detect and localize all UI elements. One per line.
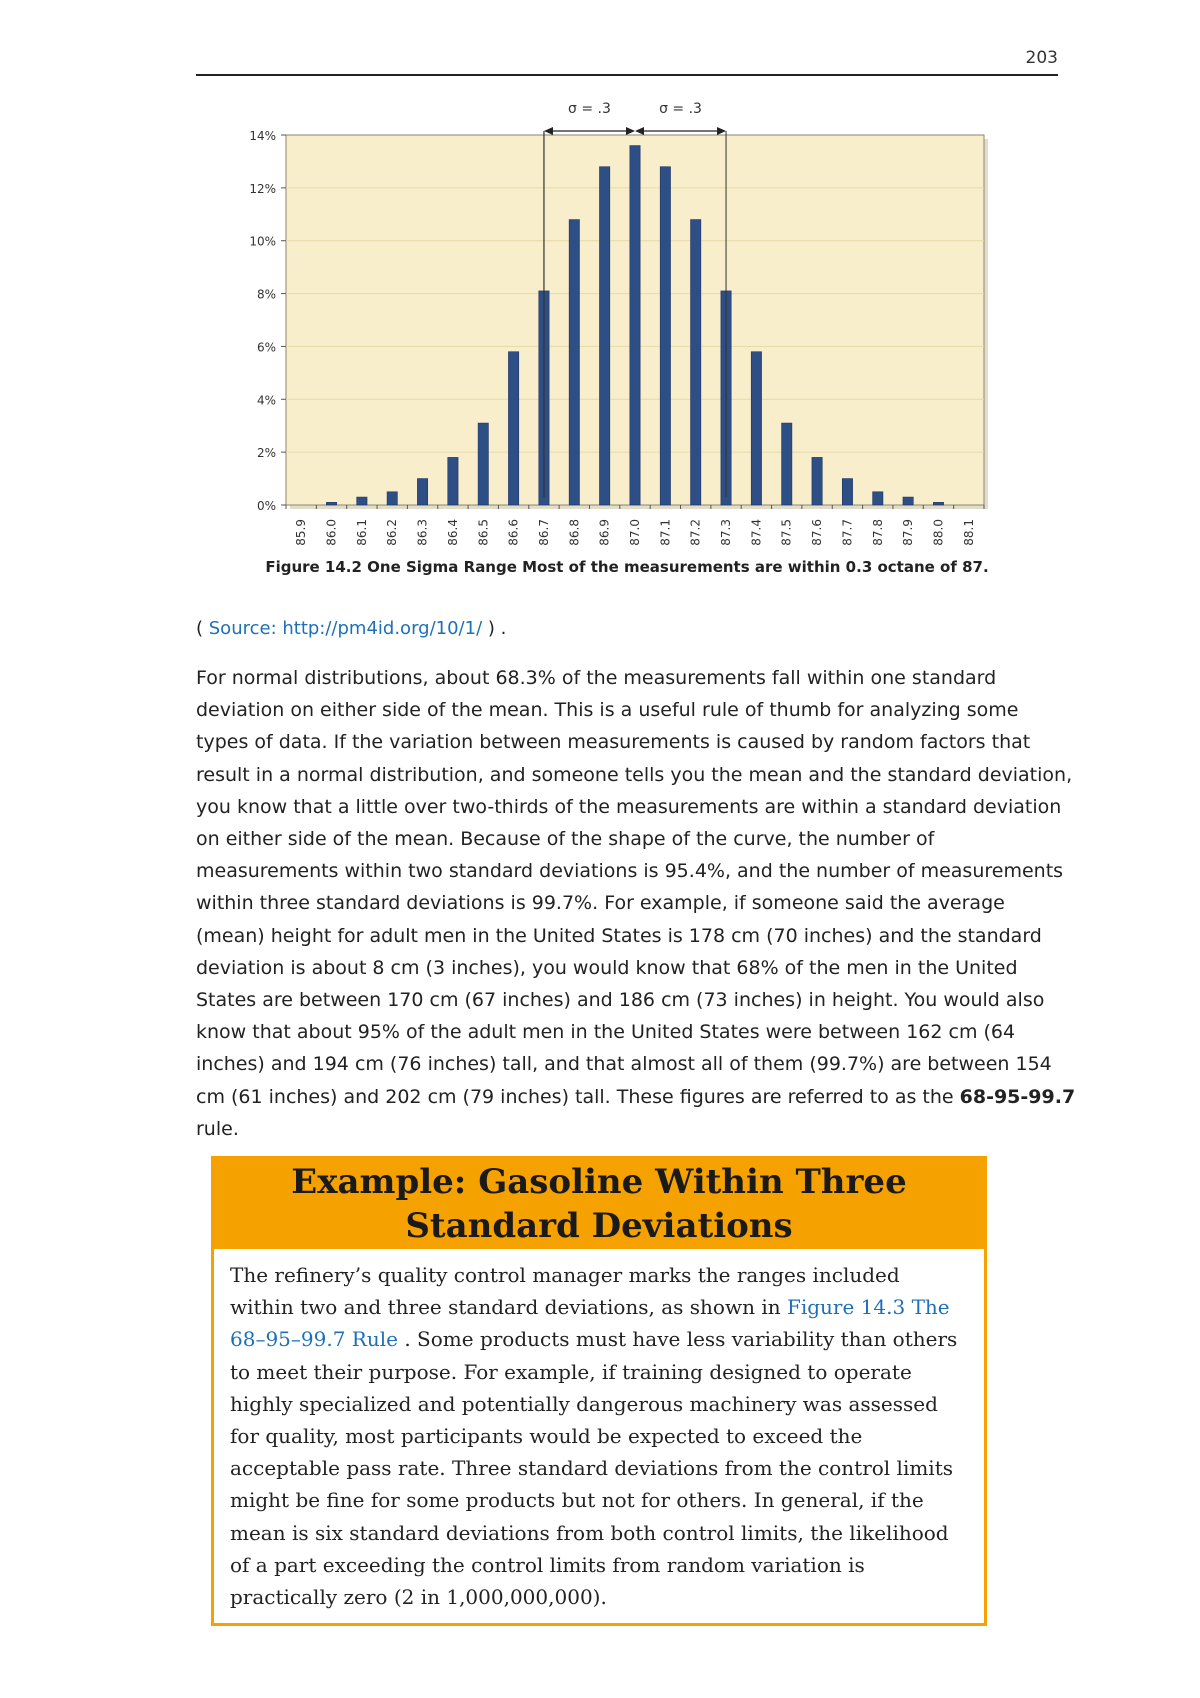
bar (417, 479, 427, 505)
y-tick-label: 2% (256, 446, 276, 461)
bar (599, 167, 609, 505)
sigma-arrowhead (626, 127, 635, 135)
bar (933, 502, 943, 505)
bar (812, 457, 822, 505)
x-tick-label: 86.8 (567, 519, 582, 546)
bar (873, 492, 883, 505)
bar (842, 479, 852, 505)
source-link[interactable]: Source: http://pm4id.org/10/1/ (208, 618, 483, 639)
bar (357, 497, 367, 505)
x-tick-label: 87.1 (658, 519, 673, 546)
x-tick-label: 86.0 (324, 519, 339, 546)
x-tick-label: 87.2 (688, 519, 703, 546)
source-prefix: ( (196, 618, 209, 639)
x-tick-label: 86.2 (385, 519, 400, 546)
example-text-end: . Some products must have less variability than others to meet their purpose. For example, if training designed to operate highly specialized and potentially dangerous machinery was assessed for quality, most participants would be expected to exceed the acceptable pass rate. Three standard deviations from the control limits might be fine for some products but not for others. In general, if the mean is six standard deviations from both control limits, the likelihood of a part exceeding the control limits from random variation is practically zero (2 in 1,000,000,000). (230, 1327, 958, 1610)
x-tick-label: 86.3 (415, 519, 430, 546)
x-tick-label: 86.7 (536, 519, 551, 546)
x-tick-label: 87.0 (628, 519, 642, 546)
bar (751, 352, 761, 505)
y-tick-label: 6% (256, 340, 276, 355)
sigma-label: σ = .3 (659, 101, 702, 117)
y-tick-label: 10% (249, 234, 276, 249)
x-tick-label: 87.6 (810, 519, 825, 546)
x-tick-label: 85.9 (294, 519, 309, 546)
source-line (196, 618, 506, 639)
bar (326, 502, 336, 505)
one-sigma-bar-chart (230, 95, 1000, 560)
x-tick-label: 87.3 (719, 519, 734, 546)
body-text: For normal distributions, about 68.3% of the measurements fall within one standard deviation on either side of the mean. This is a useful rule of thumb for analyzing some types of data. If the variation between measurements is caused by random factors that result in a normal distribution, and someone tells you the mean and the standard deviation, you know that a little over two-thirds of the measurements are within a standard deviation on either side of the mean. Because of the shape of the curve, the number of measurements within two standard deviations is 95.4%, and the number of measurements within three standard deviations is 99.7%. For example, if someone said the average (mean) height for adult men in the United States is 178 cm (70 inches) and the standard deviation is about 8 cm (3 inches), you would know that 68% of the men in the United States are between 170 cm (67 inches) and 186 cm (73 inches) in height. You would also know that about 95% of the adult men in the United States were between 162 cm (64 inches) and 194 cm (76 inches) tall, and that almost all of them (99.7%) are between 154 cm (61 inches) and 202 cm (79 inches) tall. These figures are referred to as the (196, 667, 1073, 1108)
bar (569, 220, 579, 505)
y-tick-label: 14% (249, 129, 276, 143)
x-tick-label: 86.9 (597, 519, 612, 546)
page-number: 203 (1025, 48, 1058, 68)
bar (508, 352, 518, 505)
bar (448, 457, 458, 505)
bar (691, 220, 701, 505)
y-tick-label: 8% (256, 287, 276, 302)
bar (660, 167, 670, 505)
bar (630, 146, 640, 505)
bar (782, 423, 792, 505)
x-tick-label: 86.6 (506, 519, 521, 546)
example-text (214, 1249, 984, 1613)
x-tick-label: 86.5 (476, 519, 491, 546)
x-tick-label: 87.8 (870, 519, 885, 546)
source-suffix: ) . (482, 618, 507, 639)
y-tick-label: 4% (256, 393, 276, 408)
x-tick-label: 87.7 (840, 519, 855, 546)
sigma-arrowhead (635, 127, 644, 135)
y-tick-label: 0% (256, 499, 276, 513)
sigma-arrowhead (544, 127, 553, 135)
y-tick-label: 12% (249, 181, 276, 196)
x-tick-label: 88.0 (931, 519, 946, 546)
x-tick-label: 87.5 (779, 519, 794, 546)
example-box (211, 1156, 987, 1626)
x-tick-label: 86.1 (354, 519, 369, 546)
rule-name: 68-95-99.7 (959, 1085, 1076, 1108)
example-text-start: The refinery’s quality control manager marks the ranges included within two and three standard deviations, as shown in (230, 1263, 900, 1320)
figure-link[interactable]: Figure 14.3 The 68–95–99.7 Rule (230, 1295, 950, 1352)
x-tick-label: 87.4 (749, 519, 764, 546)
example-title: Example: Gasoline Within Three Standard Deviations (214, 1159, 984, 1249)
bar (903, 497, 913, 505)
bar (478, 423, 488, 505)
sigma-label: σ = .3 (568, 101, 611, 117)
sigma-arrowhead (717, 127, 726, 135)
body-paragraph (196, 662, 1076, 1145)
bar (387, 492, 397, 505)
figure-caption: Figure 14.2 One Sigma Range Most of the measurements are within 0.3 octane of 87. (265, 558, 989, 576)
x-tick-label: 86.4 (445, 519, 460, 546)
x-tick-label: 87.9 (901, 519, 916, 546)
body-text-end: rule. (196, 1117, 239, 1140)
header-divider (196, 74, 1058, 76)
x-tick-label: 88.1 (961, 519, 976, 546)
